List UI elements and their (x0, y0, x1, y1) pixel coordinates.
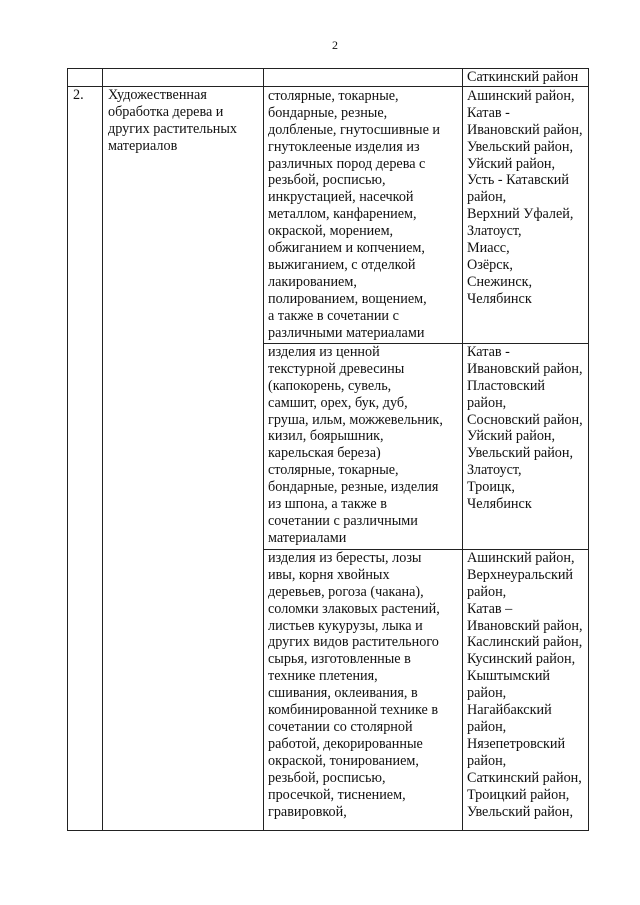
regions-cell: Ашинский район, Верхнеуральский район, Катав – Ивановский район, Каслинский район, Кусинский район, Кыштымский район, Нагайбакский район, Нязепетровский район, Саткинский район, Троицкий район, Увельский район, (463, 549, 589, 830)
continuation-name-cell (103, 69, 264, 87)
page-number: 2 (332, 38, 338, 52)
section-title-cell: Художественная обработка дерева и других растительных материалов (103, 86, 264, 830)
continuation-num-cell (68, 69, 103, 87)
items-cell: изделия из бересты, лозы ивы, корня хвойных деревьев, рогоза (чакана), соломки злаковых растений, листьев кукурузы, лыка и других видов растительного сырья, изготовленные в технике плетения, сшивания, оклеивания, в комбинированной технике в сочетании со столярной работой, декорированные окраской, тонированием, резьбой, росписью, просечкой, тиснением, гравировкой, (264, 549, 463, 830)
crafts-table (67, 68, 589, 831)
table-continuation-row (68, 69, 589, 87)
section-number-cell: 2. (68, 86, 103, 830)
continuation-items-cell (264, 69, 463, 87)
continuation-regions-cell: Саткинский район (463, 69, 589, 87)
regions-cell: Ашинский район, Катав - Ивановский район, Увельский район, Уйский район, Усть - Катавский район, Верхний Уфалей, Златоуст, Миасс, Озёрск, Снежинск, Челябинск (463, 86, 589, 343)
items-cell: столярные, токарные, бондарные, резные, долбленые, гнутосшивные и гнутоклееные изделия из различных пород дерева с резьбой, росписью, инкрустацией, насечкой металлом, канфарением, окраской, морением, обжиганием и копчением, выжиганием, с отделкой лакированием, полированием, вощением, а также в сочетании с различными материалами (264, 86, 463, 343)
items-cell: изделия из ценной текстурной древесины (капокорень, сувель, самшит, орех, бук, дуб, груша, ильм, можжевельник, кизил, боярышник, карельская береза) столярные, токарные, бондарные, резные, изделия из шпона, а также в сочетании с различными материалами (264, 343, 463, 549)
regions-cell: Катав - Ивановский район, Пластовский район, Сосновский район, Уйский район, Увельский район, Златоуст, Троицк, Челябинск (463, 343, 589, 549)
table-row (68, 86, 589, 343)
